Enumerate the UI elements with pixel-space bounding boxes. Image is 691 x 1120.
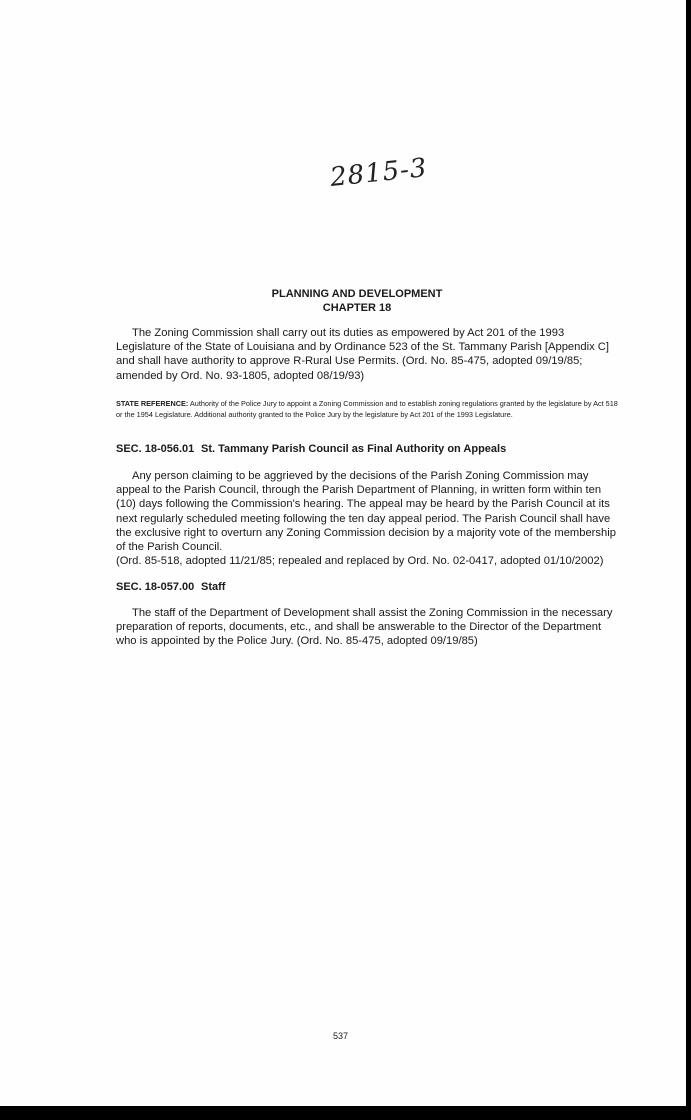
section-body-text: The staff of the Department of Development shall assist the Zoning Commission in the necessary preparation of reports, documents, etc., and shall be answerable to the Director of the Department who is appointed by the Police Jury. (Ord. No. 85-475, adopted 09/19/85) bbox=[116, 607, 613, 648]
state-reference bbox=[116, 399, 626, 420]
section-heading bbox=[116, 442, 506, 456]
section-body bbox=[116, 469, 620, 568]
section-number: SEC. 18-057.00 bbox=[116, 581, 195, 593]
page-number: 537 bbox=[333, 1031, 349, 1041]
intro-paragraph bbox=[116, 326, 620, 383]
section-number: SEC. 18-056.01 bbox=[116, 443, 195, 455]
section-title: Staff bbox=[201, 581, 226, 593]
state-reference-text: Authority of the Police Jury to appoint a Zoning Commission and to establish zoning regulations granted by the legislature by Act 518 or the 1954 Legislature. Additional authority granted to the Police Jury by the legislature by Act 201 of the 1993 Legislature. bbox=[116, 399, 618, 419]
document-title: PLANNING AND DEVELOPMENT bbox=[271, 288, 443, 300]
section-title: St. Tammany Parish Council as Final Authority on Appeals bbox=[201, 443, 507, 455]
section-history: (Ord. 85-518, adopted 11/21/85; repealed and replaced by Ord. No. 02-0417, adopted 01/10/2002) bbox=[116, 555, 604, 568]
chapter-heading: CHAPTER 18 bbox=[322, 302, 392, 314]
state-reference-label: STATE REFERENCE: bbox=[116, 399, 189, 408]
section-body-text: Any person claiming to be aggrieved by the decisions of the Parish Zoning Commission may appeal to the Parish Council, through the Parish Department of Planning, in written form within ten (10) days following the Commission's hearing. The appeal may be heard by the Parish Council at its next regularly scheduled meeting following the ten day appeal period. The Parish Council shall have the exclusive right to overturn any Zoning Commission decision by a majority vote of the membership of the Parish Council. bbox=[116, 470, 616, 554]
section-body bbox=[116, 606, 620, 649]
handwritten-note: 2815-3 bbox=[328, 152, 429, 194]
section-heading bbox=[116, 580, 225, 594]
intro-text: The Zoning Commission shall carry out its duties as empowered by Act 201 of the 1993 Legislature of the State of Louisiana and by Ordinance 523 of the St. Tammany Parish [Appendix C] and shall have authority to approve R-Rural Use Permits. (Ord. No. 85-475, adopted 09/19/85; amended by Ord. No. 93-1805, adopted 08/19/93) bbox=[116, 327, 609, 382]
